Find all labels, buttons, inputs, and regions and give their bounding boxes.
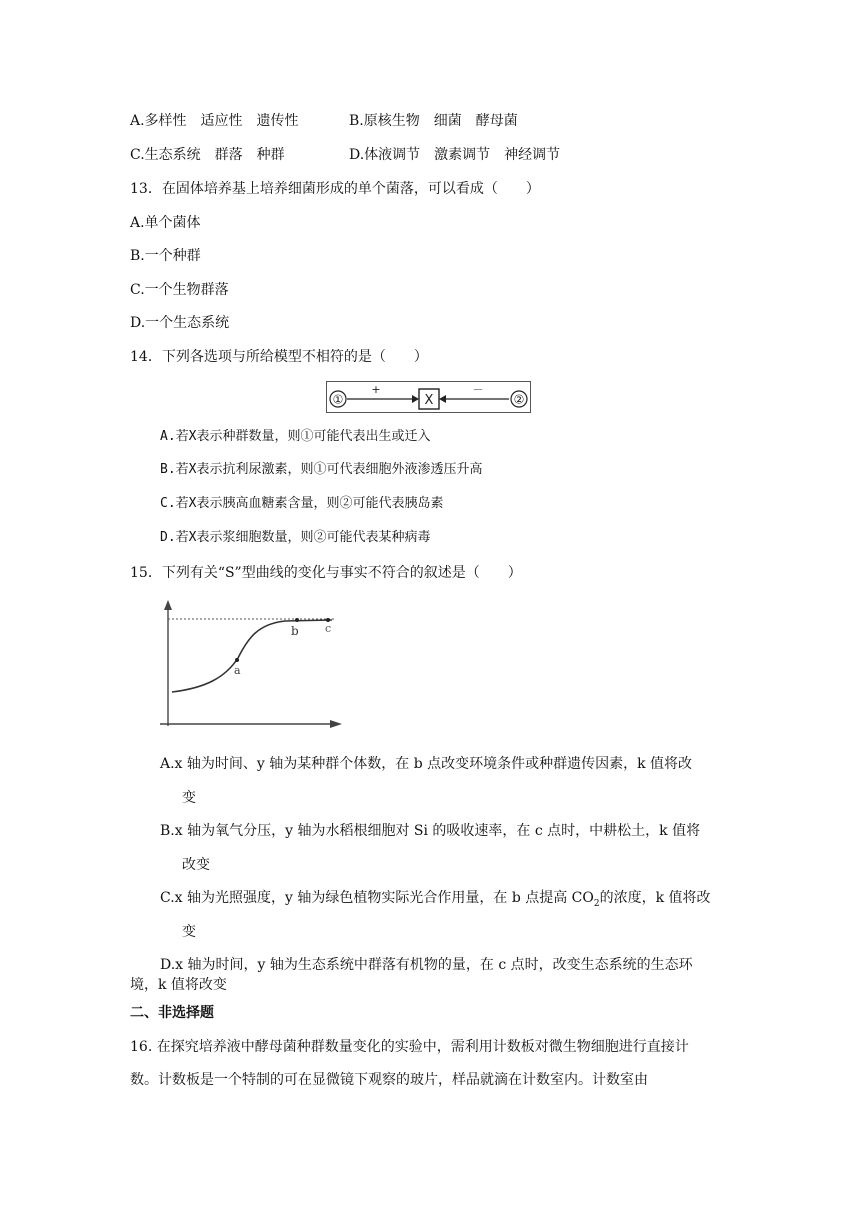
- label-b: b: [291, 624, 299, 638]
- q15-option-d-line1: D.x 轴为时间，y 轴为生态系统中群落有机物的量，在 c 点时，改变生态系统的生态环: [160, 957, 693, 973]
- q12-option-c: C.生态系统 群落 种群: [130, 147, 285, 163]
- q16-line2: 数。计数板是一个特制的可在显微镜下观察的玻片，样品就滴在计数室内。计数室由: [130, 1072, 648, 1088]
- q15-option-c-line2: 变: [182, 924, 196, 940]
- s-curve-line: [172, 620, 332, 692]
- point-b: [295, 618, 299, 622]
- label-circle-1: ①: [332, 392, 344, 407]
- q12-option-b: B.原核生物 细菌 酵母菌: [349, 113, 518, 129]
- label-a: a: [234, 664, 241, 677]
- label-circle-2: ②: [513, 392, 525, 407]
- x-axis-arrow: [330, 720, 342, 728]
- q15-option-c-text-pre: C.x 轴为光照强度，y 轴为绿色植物实际光合作用量，在 b 点提高 CO: [160, 890, 594, 906]
- q15-option-c-line1: [160, 888, 711, 908]
- q13-option-a: A.单个菌体: [130, 215, 201, 231]
- q15-option-b-line2: 改变: [182, 857, 210, 873]
- point-a: [235, 658, 239, 662]
- q15-option-a-line2: 变: [182, 790, 196, 806]
- model-diagram: [326, 381, 531, 413]
- q15-option-d-line2: 境，k 值将改变: [130, 977, 227, 993]
- q12-option-a: A.多样性 适应性 遗传性: [130, 113, 299, 129]
- label-x: X: [424, 393, 434, 408]
- q16-line1: 16. 在探究培养液中酵母菌种群数量变化的实验中，需利用计数板对微生物细胞进行直接计: [130, 1039, 689, 1055]
- y-axis-arrow: [164, 600, 172, 610]
- q14-option-c: C.若X表示胰高血糖素含量，则②可能代表胰岛素: [160, 496, 444, 511]
- q14-option-b: B.若X表示抗利尿激素，则①可代表细胞外液渗透压升高: [160, 462, 483, 477]
- q14-option-a: A.若X表示种群数量，则①可能代表出生或迁入: [160, 429, 431, 444]
- q13-stem: 13．在固体培养基上培养细菌形成的单个菌落，可以看成（ ）: [130, 181, 540, 197]
- q13-option-c: C.一个生物群落: [130, 282, 229, 298]
- q15-option-c-subscript: 2: [593, 898, 600, 909]
- q14-option-d: D.若X表示浆细胞数量，则②可能代表某种病毒: [160, 530, 431, 545]
- label-plus: +: [371, 383, 381, 396]
- label-c: c: [325, 622, 332, 635]
- q15-option-c-text-post: 的浓度，k 值将改: [599, 890, 711, 906]
- s-curve-graph: [150, 598, 350, 738]
- q13-option-d: D.一个生态系统: [130, 315, 230, 331]
- q13-option-b: B.一个种群: [130, 248, 201, 264]
- q14-stem: 14．下列各选项与所给模型不相符的是（ ）: [130, 349, 428, 365]
- q15-stem: 15．下列有关“S”型曲线的变化与事实不符合的叙述是（ ）: [130, 565, 522, 581]
- section-title: 二、非选择题: [130, 1005, 214, 1021]
- label-minus: －: [472, 383, 484, 396]
- q15-option-b-line1: B.x 轴为氧气分压，y 轴为水稻根细胞对 Si 的吸收速率，在 c 点时，中耕松土，k 值将: [160, 823, 701, 839]
- q15-option-a-line1: A.x 轴为时间、y 轴为某种群个体数，在 b 点改变环境条件或种群遗传因素，k 值将改: [160, 756, 693, 772]
- q12-option-d: D.体液调节 激素调节 神经调节: [349, 147, 561, 163]
